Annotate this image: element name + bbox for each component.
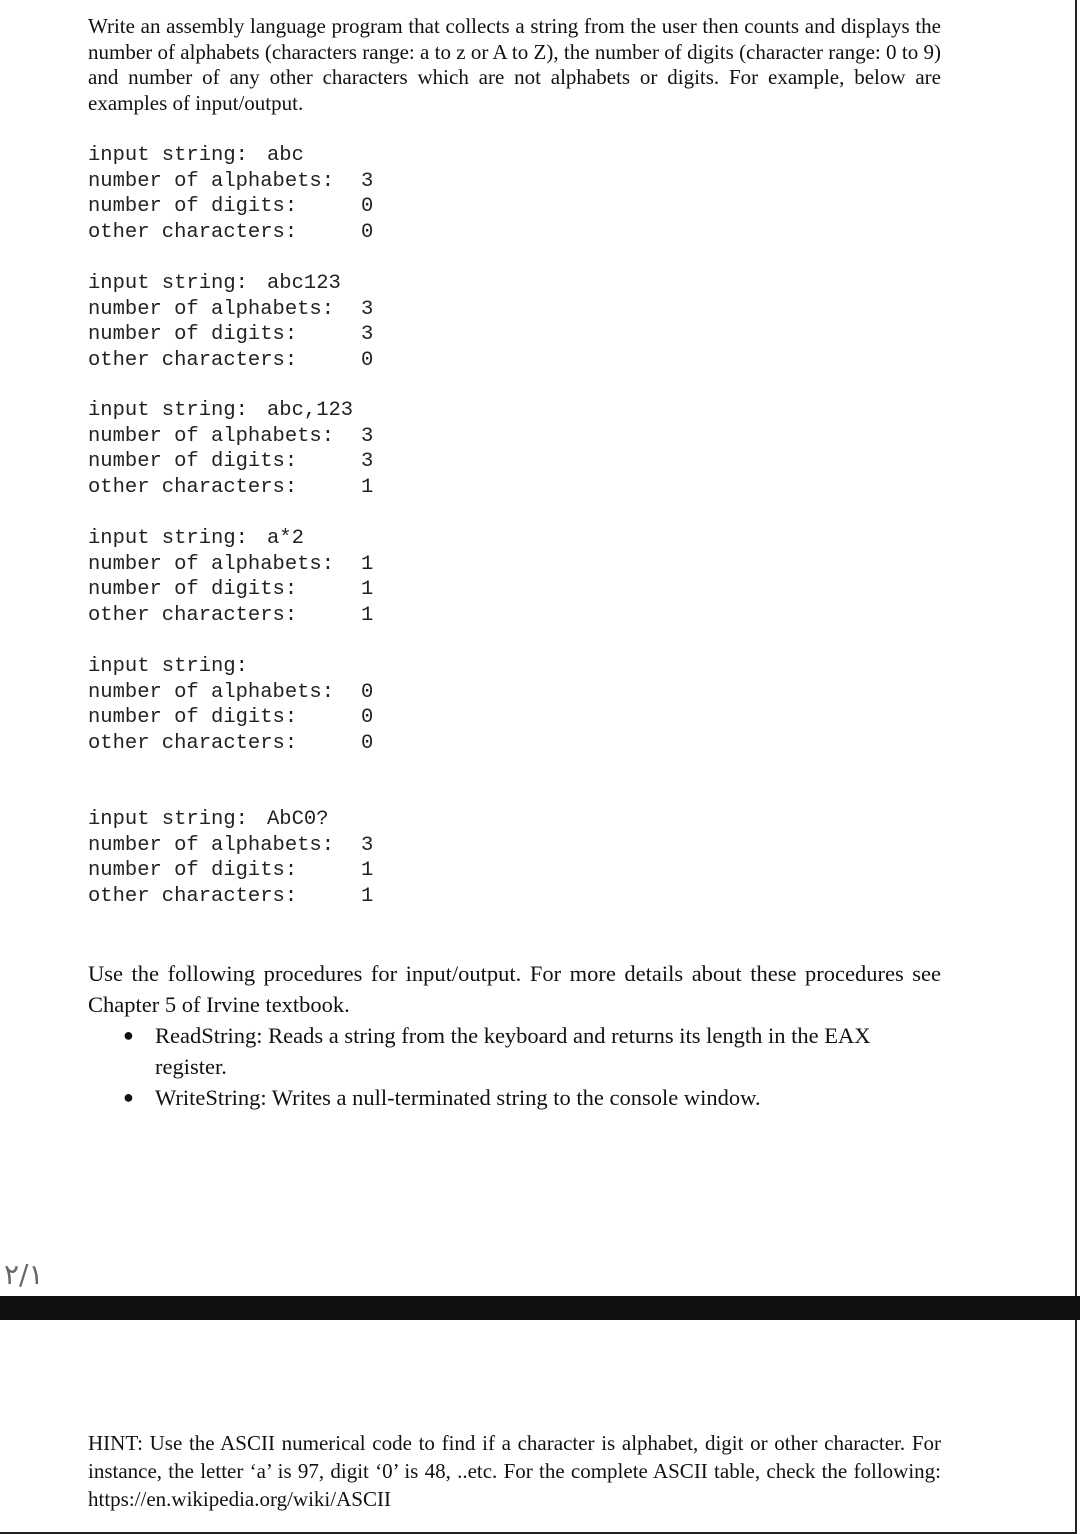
other-label: other characters: — [88, 884, 298, 908]
digits-line — [88, 858, 488, 884]
alphabets-label: number of alphabets: — [88, 552, 335, 576]
input-line — [88, 271, 488, 297]
bullet-icon: ● — [123, 1025, 134, 1045]
other-value: 1 — [361, 475, 374, 499]
digits-value: 0 — [361, 706, 374, 730]
digits-label: number of digits: — [88, 450, 298, 474]
digits-line — [88, 449, 488, 475]
input-line — [88, 654, 488, 680]
input-value: abc123 — [267, 272, 341, 295]
other-label: other characters: — [88, 220, 298, 244]
alphabets-label: number of alphabets: — [88, 424, 335, 448]
alphabets-label: number of alphabets: — [88, 297, 335, 321]
input-line — [88, 526, 488, 552]
input-label: input string: — [88, 655, 261, 678]
digits-value: 1 — [361, 859, 374, 883]
digits-line — [88, 322, 488, 348]
digits-label: number of digits: — [88, 859, 298, 883]
alphabets-line — [88, 169, 488, 195]
alphabets-value: 3 — [361, 424, 374, 448]
other-line — [88, 475, 488, 501]
alphabets-label: number of alphabets: — [88, 169, 335, 193]
procedures-paragraph: Use the following procedures for input/output. For more details about these procedures see Chapter 5 of Irvine textbook. — [88, 961, 941, 1017]
other-label: other characters: — [88, 731, 298, 755]
example-block — [88, 654, 488, 756]
input-value: AbC0? — [267, 808, 329, 831]
other-line — [88, 348, 488, 374]
other-value: 0 — [361, 348, 374, 372]
input-value: abc — [267, 144, 304, 167]
other-line — [88, 603, 488, 629]
input-label: input string: — [88, 272, 261, 295]
hint-paragraph: HINT: Use the ASCII numerical code to find if a character is alphabet, digit or other character. For instance, the letter ‘a’ is 97, digit ‘0’ is 48, ..etc. For the complete ASCII table, check the following: https://en.wikipedia.org/wiki/ASCII — [88, 1431, 941, 1511]
list-item — [88, 1020, 941, 1082]
input-label: input string: — [88, 399, 261, 422]
other-label: other characters: — [88, 475, 298, 499]
alphabets-line — [88, 297, 488, 323]
other-value: 1 — [361, 603, 374, 627]
other-value: 0 — [361, 220, 374, 244]
input-line — [88, 143, 488, 169]
bullet-text: ReadString: Reads a string from the keyboard and returns its length in the EAX register. — [155, 1023, 871, 1079]
example-block — [88, 143, 488, 245]
alphabets-line — [88, 833, 488, 859]
example-block — [88, 398, 488, 500]
page-separator — [0, 1296, 1080, 1320]
example-block — [88, 807, 488, 909]
digits-value: 0 — [361, 195, 374, 219]
alphabets-value: 0 — [361, 680, 374, 704]
alphabets-label: number of alphabets: — [88, 833, 335, 857]
bullet-icon: ● — [123, 1087, 134, 1107]
other-label: other characters: — [88, 348, 298, 372]
digits-line — [88, 194, 488, 220]
digits-value: 3 — [361, 323, 374, 347]
bullet-text: WriteString: Writes a null-terminated string to the console window. — [155, 1085, 761, 1110]
digits-label: number of digits: — [88, 323, 298, 347]
intro-paragraph: Write an assembly language program that collects a string from the user then counts and displays the number of alphabets (characters range: a to z or A to Z), the number of digits (character range: 0 to 9) and number of any other characters which are not alphabets or digits. For example, below are examples of input/output. — [88, 14, 941, 115]
input-line — [88, 398, 488, 424]
alphabets-value: 3 — [361, 169, 374, 193]
digits-label: number of digits: — [88, 195, 298, 219]
example-block — [88, 271, 488, 373]
digits-label: number of digits: — [88, 578, 298, 602]
input-label: input string: — [88, 527, 261, 550]
alphabets-line — [88, 552, 488, 578]
other-line — [88, 884, 488, 910]
list-item — [88, 1082, 941, 1113]
other-line — [88, 731, 488, 757]
other-label: other characters: — [88, 603, 298, 627]
other-value: 0 — [361, 731, 374, 755]
alphabets-line — [88, 424, 488, 450]
input-value: abc,123 — [267, 399, 354, 422]
input-value: a*2 — [267, 527, 304, 550]
input-label: input string: — [88, 808, 261, 831]
page-number: ٢/١ — [4, 1258, 44, 1291]
example-block — [88, 526, 488, 628]
procedures-list — [88, 1020, 941, 1113]
input-label: input string: — [88, 144, 261, 167]
other-line — [88, 220, 488, 246]
alphabets-line — [88, 680, 488, 706]
other-value: 1 — [361, 884, 374, 908]
alphabets-value: 3 — [361, 297, 374, 321]
digits-value: 1 — [361, 578, 374, 602]
alphabets-value: 3 — [361, 833, 374, 857]
digits-label: number of digits: — [88, 706, 298, 730]
alphabets-value: 1 — [361, 552, 374, 576]
digits-line — [88, 705, 488, 731]
alphabets-label: number of alphabets: — [88, 680, 335, 704]
digits-value: 3 — [361, 450, 374, 474]
digits-line — [88, 577, 488, 603]
input-line — [88, 807, 488, 833]
